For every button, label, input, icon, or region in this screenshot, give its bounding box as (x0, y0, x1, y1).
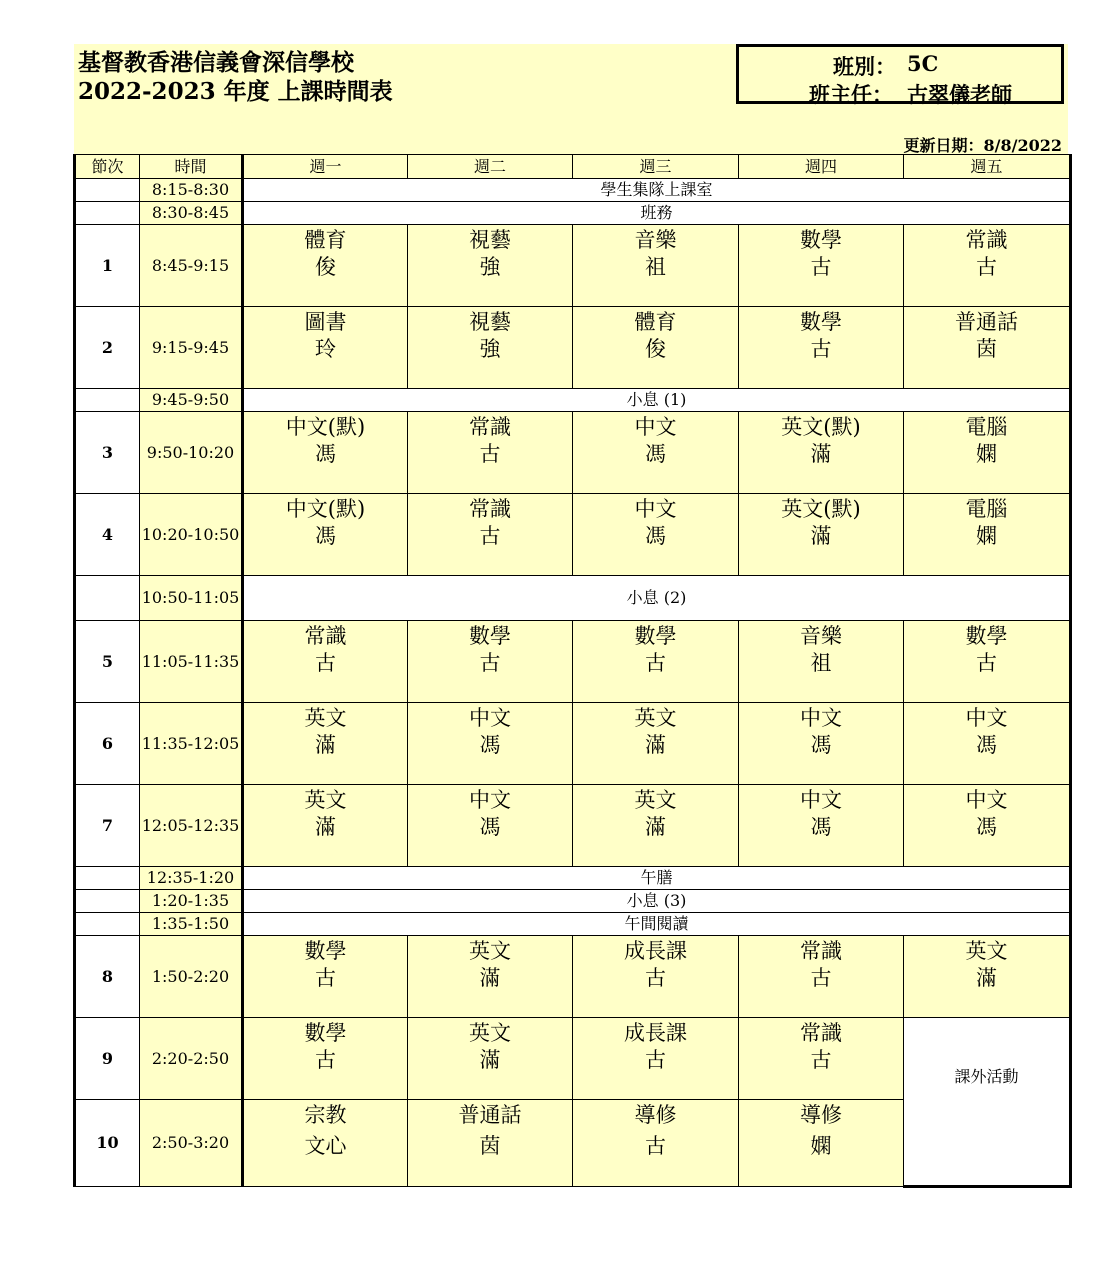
subject: 數學 (304, 1021, 347, 1045)
subject: 成長課 (624, 939, 687, 963)
lesson-cell (408, 621, 573, 703)
lesson-cell (573, 936, 739, 1018)
time-cell: 11:35-12:05 (140, 703, 243, 785)
time-cell: 9:45-9:50 (140, 389, 243, 412)
teacher: 文心 (304, 1134, 347, 1158)
lesson-cell (739, 936, 904, 1018)
year-title: 2022-2023 年度 上課時間表 (78, 78, 393, 105)
lesson-cell (904, 785, 1071, 867)
time-cell: 1:50-2:20 (140, 936, 243, 1018)
period-number: 7 (75, 785, 140, 867)
teacher: 祖 (810, 651, 832, 675)
table-row (75, 202, 1071, 225)
teacher: 古 (810, 1048, 832, 1072)
table-row (75, 412, 1071, 494)
teacher: 古 (315, 1048, 336, 1072)
updated-date: 更新日期：8/8/2022 (903, 136, 1062, 155)
lesson-cell (243, 1100, 408, 1187)
lesson-cell (904, 936, 1071, 1018)
subject: 導修 (800, 1103, 842, 1127)
subject: 導修 (634, 1103, 677, 1127)
period-cell (75, 890, 140, 913)
band-cell: 午間閱讀 (243, 913, 1071, 936)
class-label: 班別： (833, 54, 896, 79)
period-number: 1 (75, 225, 140, 307)
subject: 英文 (965, 939, 1008, 963)
subject: 音樂 (800, 624, 842, 648)
lesson-cell (243, 936, 408, 1018)
table-row (75, 576, 1071, 621)
time-cell: 10:20-10:50 (140, 494, 243, 576)
teacher: 古 (315, 651, 336, 675)
period-number: 9 (75, 1018, 140, 1100)
subject: 中文 (469, 706, 511, 730)
lesson-cell (739, 225, 904, 307)
lesson-cell (408, 785, 573, 867)
period-number: 2 (75, 307, 140, 389)
subject: 數學 (965, 624, 1008, 648)
subject: 中文 (965, 788, 1008, 812)
teacher: 馮 (976, 815, 997, 839)
subject: 音樂 (634, 228, 677, 252)
subject: 中文 (634, 497, 677, 521)
period-number: 8 (75, 936, 140, 1018)
subject: 視藝 (469, 228, 511, 252)
time-cell: 8:15-8:30 (140, 179, 243, 202)
subject: 英文 (304, 706, 347, 730)
teacher: 古 (479, 442, 501, 466)
lesson-cell (243, 225, 408, 307)
teacher: 滿 (810, 524, 832, 548)
timetable (73, 154, 1072, 1188)
teacher: 滿 (976, 966, 997, 990)
school-name: 基督教香港信義會深信學校 (78, 49, 354, 76)
col-header-wed: 週三 (573, 155, 739, 179)
lesson-cell (739, 412, 904, 494)
extracurricular-cell: 課外活動 (904, 1018, 1071, 1187)
col-header-period: 節次 (75, 155, 140, 179)
lesson-cell (243, 785, 408, 867)
table-row (75, 179, 1071, 202)
table-row (75, 936, 1071, 1018)
band-cell: 班務 (243, 202, 1071, 225)
lesson-cell (408, 1018, 573, 1100)
subject: 常識 (800, 939, 842, 963)
teacher: 馮 (479, 733, 501, 757)
teacher: 古 (976, 651, 997, 675)
teacher: 古 (315, 966, 336, 990)
time-cell: 1:20-1:35 (140, 890, 243, 913)
lesson-cell (904, 307, 1071, 389)
table-row (75, 307, 1071, 389)
teacher: 滿 (315, 733, 336, 757)
teacher: 滿 (645, 733, 666, 757)
lesson-cell (739, 785, 904, 867)
lesson-cell (739, 494, 904, 576)
time-cell: 12:05-12:35 (140, 785, 243, 867)
lesson-cell (243, 703, 408, 785)
teacher: 嫻 (810, 1134, 832, 1158)
lesson-cell (243, 494, 408, 576)
period-number: 4 (75, 494, 140, 576)
table-row (75, 494, 1071, 576)
col-header-time: 時間 (140, 155, 243, 179)
lesson-cell (243, 307, 408, 389)
teacher: 茵 (479, 1134, 501, 1158)
lesson-cell (573, 621, 739, 703)
lesson-cell (573, 307, 739, 389)
teacher: 強 (479, 337, 501, 361)
table-row (75, 703, 1071, 785)
teacher: 古 (645, 966, 666, 990)
time-cell: 1:35-1:50 (140, 913, 243, 936)
class-value: 5C (907, 51, 939, 76)
time-cell: 2:50-3:20 (140, 1100, 243, 1187)
teacher: 古 (645, 1134, 666, 1158)
teacher: 馮 (315, 524, 336, 548)
teacher: 古 (645, 651, 666, 675)
subject: 普通話 (458, 1103, 522, 1127)
time-cell: 9:15-9:45 (140, 307, 243, 389)
subject: 英文 (634, 788, 677, 812)
lesson-cell (408, 412, 573, 494)
subject: 體育 (634, 310, 677, 334)
teacher: 古 (810, 255, 832, 279)
subject: 中文 (965, 706, 1008, 730)
class-info-box (736, 44, 1064, 107)
teacher: 馮 (976, 733, 997, 757)
subject: 英文 (469, 939, 511, 963)
subject: 圖書 (304, 310, 347, 334)
band-cell: 小息 (3) (243, 890, 1071, 913)
subject: 常識 (469, 415, 511, 439)
teacher: 古 (645, 1048, 666, 1072)
table-row (75, 890, 1071, 913)
timetable-header (74, 44, 1068, 154)
time-cell: 12:35-1:20 (140, 867, 243, 890)
subject: 中文 (800, 788, 842, 812)
band-cell: 小息 (1) (243, 389, 1071, 412)
lesson-cell (573, 785, 739, 867)
lesson-cell (573, 1100, 739, 1187)
table-row (75, 389, 1071, 412)
teacher: 古 (810, 966, 832, 990)
lesson-cell (243, 621, 408, 703)
period-cell (75, 576, 140, 621)
col-header-thu: 週四 (739, 155, 904, 179)
time-cell: 9:50-10:20 (140, 412, 243, 494)
subject: 中文(默) (285, 415, 366, 439)
period-cell (75, 179, 140, 202)
teacher: 馮 (479, 815, 501, 839)
teacher: 古 (479, 651, 501, 675)
lesson-cell (904, 494, 1071, 576)
teacher: 俊 (315, 255, 336, 279)
teacher: 茵 (976, 337, 997, 361)
time-cell: 10:50-11:05 (140, 576, 243, 621)
teacher: 滿 (810, 442, 832, 466)
teacher: 滿 (645, 815, 666, 839)
teacher: 古 (479, 524, 501, 548)
period-cell (75, 867, 140, 890)
teacher: 馮 (810, 733, 832, 757)
subject: 中文 (469, 788, 511, 812)
subject: 常識 (469, 497, 511, 521)
lesson-cell (904, 703, 1071, 785)
band-cell: 午膳 (243, 867, 1071, 890)
subject: 英文(默) (781, 497, 861, 521)
lesson-cell (408, 703, 573, 785)
table-row (75, 913, 1071, 936)
subject: 中文(默) (285, 497, 366, 521)
subject: 中文 (634, 415, 677, 439)
subject: 數學 (304, 939, 347, 963)
subject: 數學 (469, 624, 511, 648)
subject: 英文 (304, 788, 347, 812)
table-row (75, 867, 1071, 890)
period-number: 5 (75, 621, 140, 703)
lesson-cell (904, 225, 1071, 307)
time-cell: 8:30-8:45 (140, 202, 243, 225)
teacher: 古 (810, 337, 832, 361)
lesson-cell (408, 1100, 573, 1187)
lesson-cell (739, 703, 904, 785)
lesson-cell (573, 703, 739, 785)
subject: 宗教 (304, 1103, 347, 1127)
lesson-cell (739, 621, 904, 703)
lesson-cell (243, 1018, 408, 1100)
subject: 視藝 (469, 310, 511, 334)
teacher: 馮 (645, 524, 666, 548)
header-row (75, 155, 1071, 179)
teacher: 俊 (645, 337, 666, 361)
teacher: 玲 (315, 337, 336, 361)
lesson-cell (573, 1018, 739, 1100)
table-row (75, 621, 1071, 703)
subject: 數學 (800, 310, 842, 334)
table-row (75, 785, 1071, 867)
time-cell: 8:45-9:15 (140, 225, 243, 307)
lesson-cell (573, 494, 739, 576)
subject: 常識 (965, 228, 1008, 252)
period-number: 3 (75, 412, 140, 494)
lesson-cell (408, 225, 573, 307)
subject: 數學 (634, 624, 677, 648)
lesson-cell (739, 1018, 904, 1100)
lesson-cell (243, 412, 408, 494)
subject: 常識 (800, 1021, 842, 1045)
teacher: 滿 (315, 815, 336, 839)
col-header-mon: 週一 (243, 155, 408, 179)
time-cell: 2:20-2:50 (140, 1018, 243, 1100)
school-title (78, 48, 393, 106)
teacher: 馮 (645, 442, 666, 466)
subject: 數學 (800, 228, 842, 252)
period-number: 10 (75, 1100, 140, 1187)
lesson-cell (573, 412, 739, 494)
teacher: 祖 (645, 255, 666, 279)
time-cell: 11:05-11:35 (140, 621, 243, 703)
teacher: 滿 (479, 1048, 501, 1072)
subject: 成長課 (624, 1021, 687, 1045)
teacher: 滿 (479, 966, 501, 990)
period-number: 6 (75, 703, 140, 785)
period-cell (75, 913, 140, 936)
lesson-cell (573, 225, 739, 307)
period-cell (75, 389, 140, 412)
col-header-fri: 週五 (904, 155, 1071, 179)
subject: 中文 (800, 706, 842, 730)
lesson-cell (739, 1100, 904, 1187)
lesson-cell (739, 307, 904, 389)
teacher: 嫻 (976, 442, 997, 466)
band-cell: 小息 (2) (243, 576, 1071, 621)
subject: 普通話 (955, 310, 1018, 334)
lesson-cell (408, 936, 573, 1018)
lesson-cell (904, 621, 1071, 703)
teacher: 馮 (810, 815, 832, 839)
col-header-tue: 週二 (408, 155, 573, 179)
subject: 英文 (469, 1021, 511, 1045)
table-row (75, 225, 1071, 307)
period-cell (75, 202, 140, 225)
teacher: 嫻 (976, 524, 997, 548)
teacher-value: 古翠儀老師 (907, 82, 1012, 107)
teacher-label: 班主任： (809, 82, 893, 107)
subject: 英文 (634, 706, 677, 730)
lesson-cell (904, 412, 1071, 494)
subject: 電腦 (965, 497, 1008, 521)
table-row (75, 1018, 1071, 1100)
teacher: 馮 (315, 442, 336, 466)
subject: 常識 (304, 624, 347, 648)
subject: 電腦 (965, 415, 1008, 439)
subject: 體育 (304, 228, 347, 252)
teacher: 古 (976, 255, 997, 279)
lesson-cell (408, 494, 573, 576)
teacher: 強 (479, 255, 501, 279)
lesson-cell (408, 307, 573, 389)
subject: 英文(默) (781, 415, 861, 439)
band-cell: 學生集隊上課室 (243, 179, 1071, 202)
